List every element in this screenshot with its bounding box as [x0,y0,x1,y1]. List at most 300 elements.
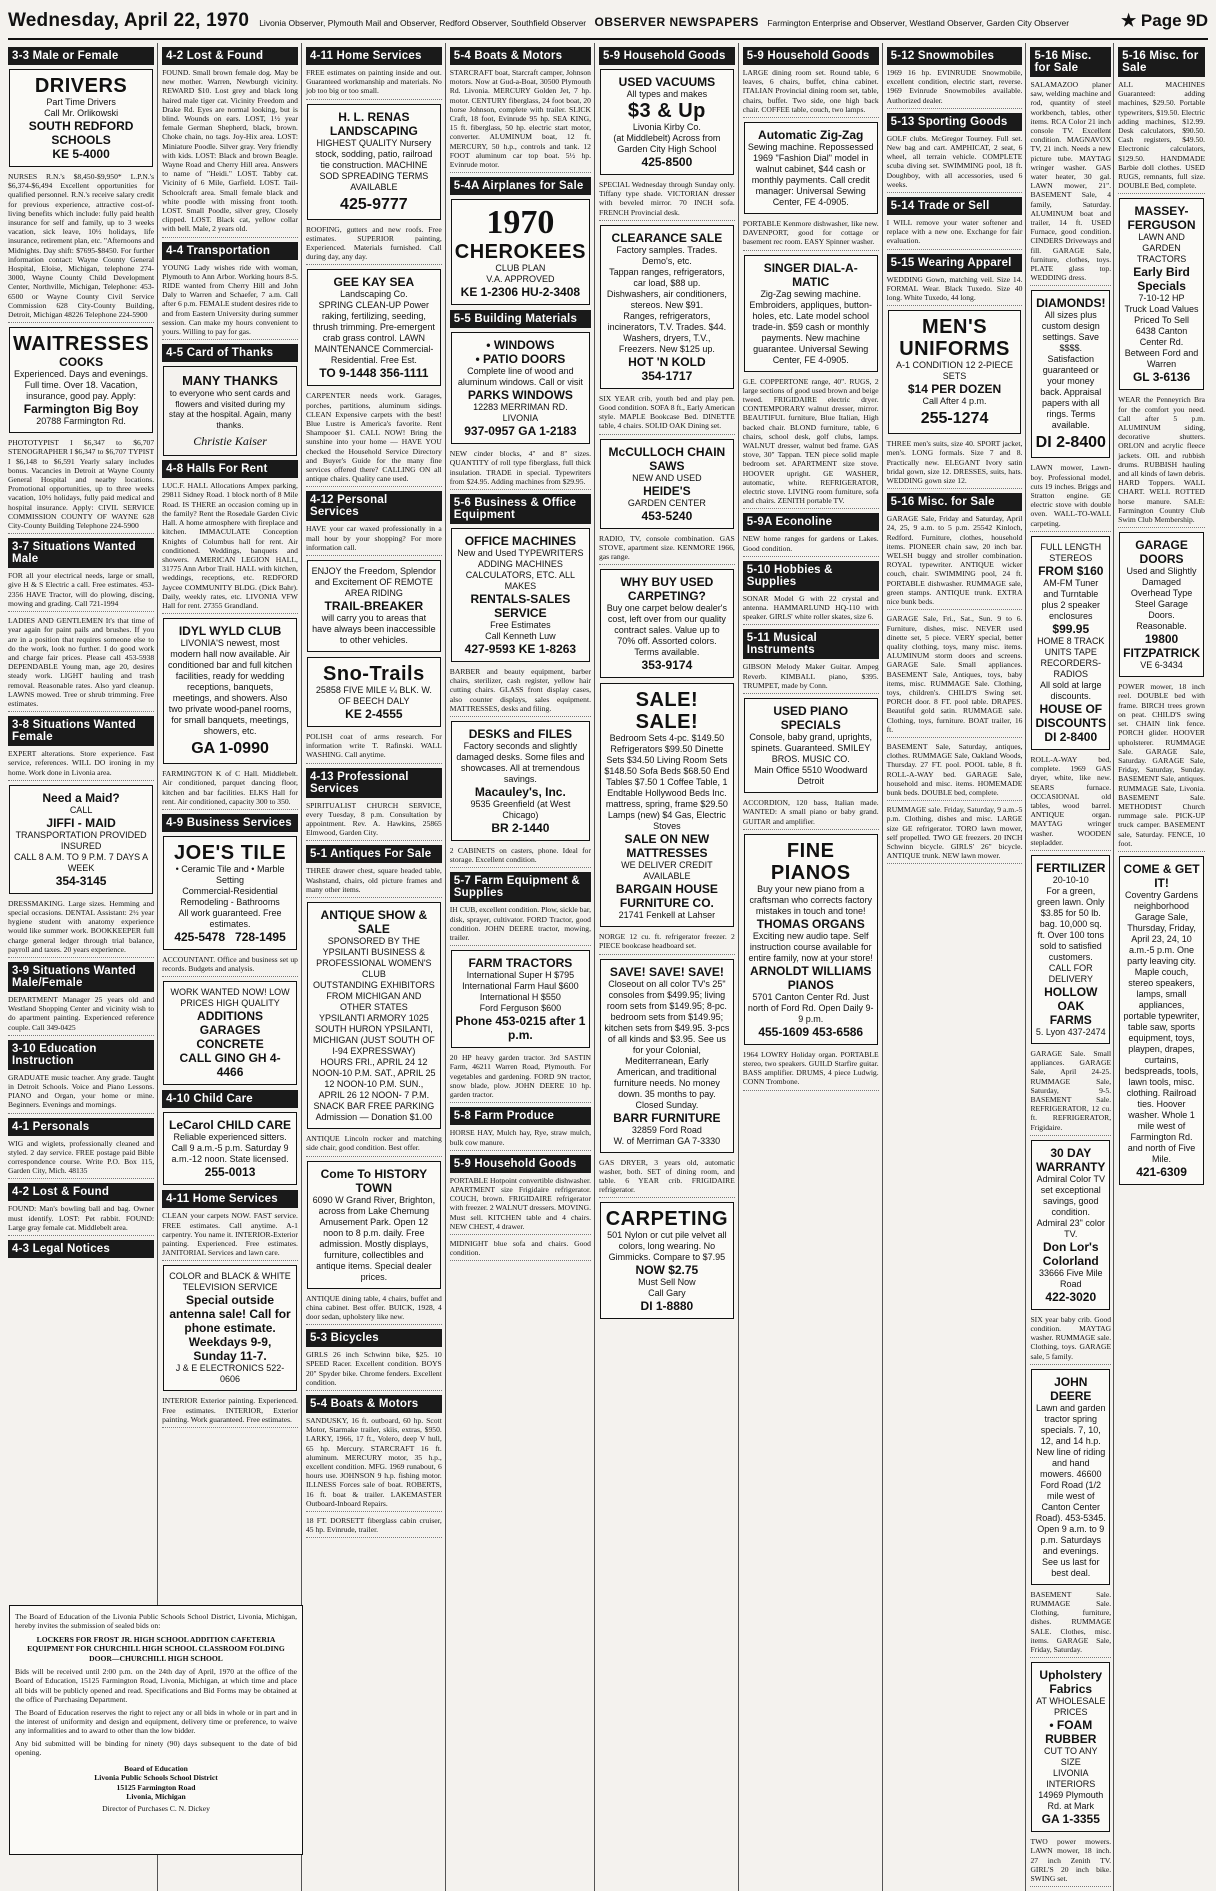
ad-line: • Ceramic Tile and • Marble Setting [175,863,285,885]
classified-ad: FARMINGTON K of C Hall. Middlebelt. Air conditioned, parquet dancing floor, kitchen and bar facilities. ELKS Hall for rent. Air conditioned, capacity 300 to 350. [162,769,298,810]
classified-ad: SONAR Model G with 22 crystal and antenna. HAMMARLUND HQ-110 with speaker. GIRLS' white roller skates, size 6. [743,594,879,626]
masthead [8,10,1208,40]
ad-line: Part Time Drivers [46,97,116,107]
classified-ad: ALL MACHINES Guaranteed: adding machines, $29.50. Portable typewriters, $19.50. Electric adding machines, $12.99. Desk calculators, $90.50. Cash registers, $49.50. Electronic calculators, $129.50. HANDMADE Barbie doll clothes. USED RUGS, remnants, full size. DOUBLE Bed, complete. [1118,80,1205,194]
ad-text: Complete line of wood and aluminum windows. Call or visit [457,366,583,388]
display-ad-singer [744,255,878,372]
ad-text: Exciting new audio tape. Self instruction course available for entire family, now at your store! [748,930,873,963]
thanks-text: to everyone who sent cards and flowers and visited during my stay at the hospital. Again, many thanks. [168,388,292,430]
section-header: 5-11 Musical Instruments [743,629,879,659]
column-4 [450,43,595,1891]
ad-text: Coventry Gardens neighborhood Garage Sale, Thursday, Friday, April 23, 24, 10 a.m.-5 p.m. One party leaving city. Maple couch, stereo speakers, lamps, small appliances, portable typewriter, table saw, sports equipment, toys, playpen, drapes, curtains, bedspreads, tools, lawn tools, misc. clothing. Railroad ties. Hoover washer. Whole 1 mile west of Farmington Rd. and north of Five Mile. [1123,889,1200,1164]
classified-ad: NURSES R.N.'s $8,450-$9,950* L.P.N.'s $6,374-$6,494 Excellent opportunities for qualified personnel. R.N.'s receive salary credit for previous experience, attractive cost-of-living benefits which include: fully paid health insurance for self and family, up to 3 weeks vacation, sick leave, 10½ holidays, life insurance, retirement plan, etc. "Afternoons and Midnights. Day shift: $7695-$8450. For further information contact: Wayne County General Hospital, Eloise, Michigan, telephone 274-3000, Wayne County Child Development Center, Northville, Michigan, Telephone: 453-6500 or Wayne County Civil Service Commission 628 City-County Building, Detroit, Michigan 48226 Telephone 224-5900 [8,172,154,323]
ad-name: Farmington Big Boy [23,402,139,417]
section-header: 5-4 Boats & Motors [306,1395,442,1413]
ad-name: LIVONIA INTERIORS [1046,1768,1096,1790]
ad-line: A-1 CONDITION 12 2-PIECE SETS [896,360,1014,382]
section-header: 5-12 Snowmobiles [887,47,1023,65]
ad-title: McCULLOCH CHAIN SAWS [608,444,726,473]
ad-headline: RENTALS-SALES SERVICE [470,592,571,621]
ad-title: FARM TRACTORS [468,956,573,971]
display-ad-parks-windows [451,332,590,444]
classified-ad: GIRLS 26 inch Schwinn bike, $25. 10 SPEED Racer. Excellent condition. BOYS 20" Spyder bike. Chrome fenders. Excellent condition. [306,1350,442,1391]
section-header: 5-16 Misc. for Sale [1030,47,1111,77]
display-ad-farm-tractors [451,950,590,1048]
ad-title: USED PIANO SPECIALS [773,704,849,733]
ad-text: Reliable experienced sitters. Call 9 a.m.-5 p.m. Saturday 9 a.m.-12 noon. State licensed. [171,1132,289,1165]
ad-name: HOLLOW OAK FARMS [1044,984,1098,1027]
ad-location: YPSILANTI ARMORY 1025 SOUTH HURON YPSILANTI, MICHIGAN (JUST SOUTH OF I-94 EXPRESSWAY) [312,1013,435,1057]
notice-items: LOCKERS FOR FROST JR. HIGH SCHOOL ADDITION CAFETERIA EQUIPMENT FOR CHURCHILL HIGH SCHOOL CLASSROOM FOLDING DOOR—CHURCHILL HIGH SCHOOL [27,1634,285,1663]
ad-address: 14969 Plymouth Rd. at Mark [1038,1790,1104,1812]
section-header: 5-13 Sporting Goods [887,113,1023,131]
ad-text: LIVONIA'S newest, most modern hall now available. Air conditioned bar and full kitchen facilities, ready for wedding receptions, banquets, meetings, and showers. Also two private wood-panel rooms, for small banquets, meetings, showers, etc. [168,638,293,737]
ad-line: All sold at large discounts. [1040,679,1102,701]
classified-ad: 18 FT. DORSETT fiberglass cabin cruiser, 45 hp. Evinrude, trailer. [306,1516,442,1538]
classified-ad: SPIRITUALIST CHURCH SERVICE, every Tuesday, 8 p.m. Consultation by appointment. Rev. A. Hawkins, 25865 Elmwood, Garden City. [306,801,442,842]
classified-ad: LUC.F. HALL Allocations Ampex parking, 29811 Sidney Road. 1 block north of 8 Mile Road. IS THERE an occasion coming up in the family? Rent the Rosedale Garden Civic Hall. A home atmosphere with fireplace and kitchen. IMMACULATE Conception Knights of Columbus hall for rent. Air conditioned. Weddings, banquets and showers. AMERICAN LEGION HALL, 31775 Ann Arbor Trail. HALL with kitchen, weddings, receptions, etc. REDFORD Jaycee COMMUNITY BLDG. (Dick Bahr). Daily, weekly rates, etc. LIVONIA VFW Hall for rent. 27355 Grandland. [162,481,298,614]
classified-ad: SALAMAZOO planer saw, welding machine and rod, quantity of steel workbench, tables, other items. RCA Color 21 inch console TV. Excellent condition. MAGNAVOX TV, 21 inch. Needs a new picture tube. MAYTAG wringer washer. GAS water heater, 30 gal. LAWN mower, 21". BASEMENT Sale, 4 family, Saturday. ALUMINUM boat and trailer, 14 ft. USED Furnace, good condition. CINDERS Driveways and fill. GARAGE Sale, furniture, clothes, toys. PLATE glass top. WEDDING dress. [1030,80,1111,286]
ad-text: will carry you to areas that have always been inaccessible to other vehicles. [312,613,436,646]
ad-title: H. L. RENAS LANDSCAPING [329,109,418,138]
ad-line: International Farm Haul $600 [462,981,579,992]
ad-title: Automatic Zig-Zag [758,128,864,143]
classified-ad: GRADUATE music teacher. Any grade. Taught in Detroit Schools. Voice and Piano Lessons. PIANO and Organ, your home or mine. Beginners. Evenings and mornings. [8,1073,154,1114]
notice-intro: The Board of Education of the Livonia Public Schools School District, Livonia, Michigan, hereby invites the submission of sealed bids on: [15,1612,297,1631]
classified-ad: HAVE your car waxed professionally in a mall hour by your shopping? For more information call. [306,524,442,556]
ad-title: WORK WANTED NOW! LOW PRICES HIGH QUALITY [170,987,290,1009]
ad-price: $14 PER DOZEN [907,382,1002,397]
ad-address: 33666 Five Mile Road [1039,1267,1103,1289]
notice-signature: Board of Education Livonia Public Schools School District 15125 Farmington Road Livonia, Michigan Director of Purchases C. N. Dickey [94,1763,218,1814]
classified-ad: PORTABLE Kenmore dishwasher, like new. DAVENPORT, good for cottage or basement rec room. EASY Spinner washer. [743,219,879,251]
ad-name: HOT 'N KOLD [628,354,706,369]
column-5 [599,43,739,1891]
section-header: 4-9 Business Services [162,814,298,832]
ad-phone: 427-9593 KE 1-8263 [464,642,577,657]
classified-ad: LARGE dining room set. Round table, 6 leaves, 6 chairs, buffet, china cabinet. ITALIAN Provincial dining room set, table, chairs, buffet. Two side, one high back chair. COFFEE table, couch, two lamps. [743,68,879,118]
ad-line: CALL FOR DELIVERY [1048,962,1093,984]
display-ad-stereos [1031,536,1110,750]
ad-headline: SALE ON NEW MATTRESSES [624,832,710,861]
ad-name: BARR FURNITURE [613,1110,721,1125]
brand-name: OBSERVER NEWSPAPERS [594,15,759,29]
ad-phone: 353-9174 [641,658,693,673]
column-8-left [1030,43,1114,1891]
ad-line: Tappan ranges, refrigerators, car load, $88 up. [609,266,725,288]
display-ad-john-deere [1031,1369,1110,1585]
display-ad-fertilizer [1031,855,1110,1044]
ad-phone: 425-9777 [340,195,408,213]
ad-text: For a green, green lawn. Only $3.85 for 50 lb. bag. 10,000 sq. ft. Over 100 tons sold to satisfied customers. [1037,885,1105,962]
display-ad-sale [600,683,734,927]
display-ad-fine-pianos [744,834,878,1045]
display-ad-clearance [600,225,734,389]
ad-price: FROM $160 [1038,563,1104,578]
classified-ad: HORSE HAY, Mulch hay, Rye, straw mulch, bulk cow manure. [450,1128,591,1150]
ad-line: CUT TO ANY SIZE [1044,1746,1098,1768]
section-header: 5-9 Household Goods [450,1155,591,1173]
ad-sponsor: SPONSORED BY THE YPSILANTI BUSINESS & PROFESSIONAL WOMEN'S CLUB [316,936,432,980]
ad-title: COLOR and BLACK & WHITE TELEVISION SERVICE [169,1271,291,1293]
ad-title: ANTIQUE SHOW & SALE [320,908,428,937]
ad-name: Don Lor's Colorland [1042,1239,1099,1268]
notice-body: Any bid submitted will be binding for ninety (90) days subsequent to the date of bid opening. [15,1738,297,1758]
ad-line: Experienced. Days and evenings. Full time. Over 18. Vacation, insurance, good pay. Apply: [14,369,149,402]
classified-ad: CLEAN your carpets NOW. FAST service. FREE estimates. Call anytime. A-1 carpentry. You name it. INTERIOR-Exterior painting. Experienced. Free estimates. JANITORIAL Services and lawn care. [162,1211,298,1261]
classified-ad: PORTABLE Hotpoint convertible dishwasher. APARTMENT size Frigidaire refrigerator. COUCH, brown. FRIGIDAIRE refrigerator with freezer. 2 WALNUT dressers. MOVING. Must sell. KITCHEN table and 4 chairs. NEW CHEST, 4 drawer. [450,1176,591,1235]
ad-phone: 255-0013 [204,1165,256,1180]
ad-line: International Super H $795 [466,970,575,981]
classified-ad: ROLL-A-WAY bed, complete. 1969 GAS dryer, white, like new. SEARS furnace. OCCASIONAL old tables, wood barrel. ANTIQUE organ. MAYTAG wringer washer. WOODEN stepladder. [1030,755,1111,851]
ad-phone: 425-5478 728-1495 [174,929,286,944]
issue-date: Wednesday, April 22, 1970 [8,10,250,31]
ad-phone: KE 2-4555 [345,707,403,722]
ad-subtitle: Landscaping Co. [340,289,408,300]
ad-title: DESKS and FILES [468,727,573,742]
ad-line: Call Gary [648,1288,686,1299]
ad-title: SALE! SALE! [635,689,699,734]
classified-ad: INTERIOR Exterior painting. Experienced. Free estimates. INTERIOR, Exterior painting. Work guaranteed. Free estimates. [162,1396,298,1428]
display-ad-lecarol [163,1112,297,1185]
ad-name: HOUSE OF DISCOUNTS [1035,701,1107,730]
section-header: 5-16 Misc. for Sale [1118,47,1205,77]
display-ad-zig-zag [744,122,878,214]
ad-title: Need a Maid? [42,790,120,805]
classified-ad: ROOFING, gutters and new roofs. Free estimates. SUPERIOR painting, Experienced. Materials furnished. Call during day, any day. [306,225,442,266]
display-ad-idyl-wyld [163,618,297,764]
ad-line: CALL [69,804,93,815]
ad-title: 30 DAY WARRANTY [1036,1145,1106,1174]
ad-title: CARPETING [605,1208,729,1231]
ad-address: Main Office 5510 Woodward Detroit [754,765,868,787]
section-header: 4-2 Lost & Found [8,1183,154,1201]
display-ad-tv-service [163,1265,297,1391]
display-ad-mens-uniforms [888,310,1022,434]
ad-name: Livonia Kirby Co. [632,122,701,132]
section-header: 5-1 Antiques For Sale [306,845,442,863]
classified-ad: IH CUB, excellent condition. Plow, sickle bar, disk, sprayer, cultivator. FORD Tractor, good condition. JOHN DEERE tractor, mowing, trailer. [450,905,591,946]
credits-right: Farmington Enterprise and Observer, Westland Observer, Garden City Observer [767,18,1070,28]
ad-text: Factory seconds and slightly damaged desks. Some files and showcases. All at tremendous savings. [456,741,585,785]
ad-text: Lawn and garden tractor spring specials. 7, 10, 12, and 14 h.p. New line of riding and hand mowers. 46600 Ford Road (1/2 mile west of Canton Center Road). 453-5345. Open 9 a.m. to 9 p.m. Saturdays and evenings. See us last for best deal. [1035,1402,1106,1578]
ad-line: Commercial-Residential Remodeling - Bathrooms [180,885,280,907]
section-header: 4-3 Legal Notices [8,1240,154,1258]
ad-text: Admiral Color TV set exceptional savings, good condition. Admiral 23" color TV. [1036,1173,1105,1239]
ad-phone: W. of Merriman GA 7-3330 [613,1135,721,1146]
ad-phone: TO 9-1448 356-1111 [319,366,429,381]
ad-line: Priced To Sell [1134,315,1189,326]
classified-ad: NORGE 12 cu. ft. refrigerator freezer. 2 PIECE bookcase headboard set. [599,932,735,954]
ad-title: JOHN DEERE [1050,1374,1092,1403]
ad-price: $3 & Up [627,100,706,122]
ad-line: Ford Ferguson $600 [479,1003,562,1014]
ad-title: TRAIL-BREAKER [324,599,424,614]
section-header: 4-12 Personal Services [306,491,442,521]
ad-text: Sewing machine. Repossessed 1969 "Fashion Dial" model in walnut cabinet, $44 cash or monthly payments. Call credit manager: Universal Sewing Center, FE 4-0905. [747,142,874,208]
section-header: 3-7 Situations Wanted Male [8,538,154,568]
ad-title: GEE KAY SEA [333,275,415,290]
classified-ad: RADIO, TV, console combination. GAS STOVE, apartment size. KENMORE 1966, gas range. [599,534,735,566]
ad-text: AM-FM Tuner and Turntable plus 2 speaker enclosures [1041,577,1101,621]
ad-line: COOKS [59,355,104,370]
column-3 [306,43,446,1891]
section-header: 4-2 Lost & Found [162,47,298,65]
ad-line: Call Mr. Orlikowski [44,108,119,118]
ad-address: 19800 FITZPATRICK [1123,632,1200,661]
classified-ad: 1964 LOWRY Holiday organ. PORTABLE stereo, two speakers. GUILD Starfire guitar. BASS amplifier. DRUMS, 4 piece Ludwig. CONN Trombone. [743,1050,879,1091]
section-header: 5-9A Econoline [743,513,879,531]
section-header: 5-5 Building Materials [450,310,591,328]
ad-title: SINGER DIAL-A-MATIC [763,260,858,289]
ad-text: Buy your new piano from a craftsman who corrects factory mistakes in touch and tone! [749,883,872,916]
ad-title: JOE'S TILE [174,841,287,864]
column-8-right [1118,43,1205,1891]
classified-columns [8,43,1208,1883]
classified-ad: SIX YEAR crib, youth bed and play pen. Good condition. SOFA 8 ft., Early American style. MAPLE Bookcase Bed. DINETTE table, 4 chairs. SOLID OAK Dining set. [599,394,735,435]
ad-headline: THOMAS ORGANS [756,916,865,931]
ad-line: AT WHOLESALE PRICES [1036,1696,1106,1718]
section-header: 5-8 Farm Produce [450,1107,591,1125]
ad-phone: 422-3020 [1045,1289,1097,1304]
ad-phone: KE 5-4000 [52,147,110,161]
classified-ad: SANDUSKY, 16 ft. outboard, 60 hp. Scott Motor, Starmake trailer, skiis, extras, $950. LARKY, 1966, 17 ft., Volero, deep V hull, 65 hp. Mercury. STARCRAFT 16 ft. aluminum. MERCURY motor, 35 h.p., excellent condition. MFG. 1969 runabout, 6 hours use. JOHNSON 9 h.p. fishing motor. ILLNESS Forces sale of boat. ROBERTS, 16 ft. boat & trailer. LAKEMASTER Outboard-Inboard Repairs. [306,1416,442,1512]
section-header: 5-6 Business & Office Equipment [450,494,591,524]
display-ad-renas [307,104,441,220]
classified-ad: PHOTOTYPIST I $6,347 to $6,707 STENOGRAPHER I $6,347 to $6,707 TYPIST I $6,148 to $6,591 Yearly salary includes bonus. Vacancies in Detroit at Wayne County General Hospital and nearby locations. Promotional opportunities, up to three weeks vacation, 10½ holidays, fully paid medical and hospital insurance. Apply: CIVIL SERVICE COMMISSION COUNTY OF WAYNE 628 City-County Building Telephone 224-5900 [8,438,154,534]
card-of-thanks [163,366,297,456]
display-ad-mcculloch [600,439,734,529]
page-number: ★ Page 9D [1120,11,1208,30]
ad-title: MEN'S UNIFORMS [899,316,1010,361]
classified-ad: POWER mower, 18 inch reel. DOUBLE bed with frame. BIRCH trees grown on peat. CHILD'S swing set. CHAIN link fence. PORCH glider. HOOVER upholsterer. RUMMAGE Sale. GARAGE Sale, Saturday. GARAGE Sale, Friday, Saturday, Sunday. BASEMENT Sale, antiques. RUMMAGE Sale, Livonia. BASEMENT Sale. METHODIST Church rummage sale. PICK-UP truck camper. BASEMENT sale, Saturday. FENCE, 10 foot. [1118,682,1205,852]
ad-address: 32859 Ford Road [631,1124,702,1135]
ad-phone: J & E ELECTRONICS 522-0606 [175,1363,285,1385]
ad-intro: ENJOY the Freedom, Splendor and Excitement OF REMOTE AREA RIDING [311,566,437,599]
section-header: 5-9 Household Goods [599,47,735,65]
display-ad-history-town [307,1161,441,1289]
section-header: 5-4 Boats & Motors [450,47,591,65]
ad-address: 25858 FIVE MILE ¼ BLK. W. OF BEECH DALY [315,685,432,707]
ad-phone: CALL GINO GH 4-4466 [179,1051,281,1080]
section-header: 3-8 Situations Wanted Female [8,716,154,746]
ad-text: Used and Slightly Damaged Overhead Type Steel Garage Doors. Reasonable. [1126,566,1197,632]
ad-title: GARAGE DOORS [1135,538,1188,567]
classified-ad: THREE drawer chest, square headed table, Washstand, chairs, old picture frames and many other items. [306,866,442,898]
column-7 [887,43,1027,1891]
ad-title: LeCarol CHILD CARE [169,1118,292,1133]
ad-name: BARGAIN HOUSE FURNITURE CO. [615,882,718,911]
classified-ad: BASEMENT Sale, Saturday, antiques, clothes. RUMMAGE Sale, Oakland Woods, Thursday. 27 FT. pool. POOL table, 8 ft. ROLL-A-WAY bed. GARAGE Sale, household and misc. items. HOMEMADE bunk beds. DOUBLE bed, complete. [887,742,1023,801]
display-ad-drivers [9,69,153,167]
ad-line: Factory samples. Trades. Demo's, etc. [616,244,718,266]
ad-title: OFFICE MACHINES [464,534,577,549]
ad-phone: BR 2-1440 [491,821,550,836]
ad-title: FULL LENGTH STEREOS [1040,541,1102,563]
display-ad-cherokees [451,199,590,305]
ad-address: 20788 Farmington Rd. [36,416,126,427]
ad-line: NEW AND USED [632,472,702,483]
ad-line: Must Sell Now [638,1277,696,1288]
display-ad-diamonds [1031,290,1110,458]
ad-title: Sno-Trails [323,663,425,686]
ad-line: International H $550 [479,992,561,1003]
classified-ad: 1969 16 hp. EVINRUDE Snowmobile, excellent condition, electric start, reverse. 1969 Evinrude Snowmobiles available. Authorized dealer. [887,68,1023,109]
section-header: 5-15 Wearing Apparel [887,254,1023,272]
column-6 [743,43,883,1891]
classified-ad: FREE estimates on painting inside and out. Guaranteed workmanship and materials. No job too big or too small. [306,68,442,100]
section-header: 4-11 Home Services [306,47,442,65]
classified-ad: TWO power mowers. LAWN mower, 18 inch. 27 inch Zenith TV. GIRL'S 20 inch bike. SWING set. [1030,1837,1111,1887]
ad-line: • PATIO DOORS [475,352,566,367]
ad-title: CHEROKEES [454,241,586,264]
ad-line: V.A. APPROVED [486,274,555,285]
thanks-title: MANY THANKS [182,373,278,389]
display-ad-maid [9,785,153,894]
thanks-signature: Christie Kaiser [193,434,267,449]
classified-ad: WEAR the Penneyrich Bra for the comfort you need. Call after 5 p.m. ALUMINUM siding, decorative shutters. ORLON and acrylic fleece jackets. OIL and rubbish drums. RUBBISH hauling and all kinds of lawn debris. HARD Toppers. WALL CHART. WELL ROTTED horse manure. SALE: Farmington Country Club Swim Club Membership. [1118,395,1205,528]
ad-line: CALL 8 A.M. TO 9 P.M. 7 DAYS A WEEK [14,851,149,873]
ad-line: HOME 8 TRACK UNITS TAPE RECORDERS-RADIOS [1037,635,1105,679]
display-ad-joes-tile [163,836,297,950]
ad-name: JIFFI - MAID [46,815,116,830]
ad-title: MASSEY-FERGUSON [1127,204,1196,233]
ad-title: IDYL WYLD CLUB [178,624,282,639]
legal-notice-box [9,1605,303,1855]
section-header: 4-13 Professional Services [306,768,442,798]
ad-title: Upholstery Fabrics [1039,1668,1103,1697]
ad-text: Closeout on all color TV's 25" consoles from $499.95; living room sets from $149.95; 8-pc. bedroom sets from $149.95; kitchen sets from $49.95. 3-pcs of all kinds and $3.95. See us for your Colonial, Mediterranean, Early American, and traditional furniture needs. No money down. 35 months to pay. Closed Sunday. [604,978,730,1110]
classified-ad: WIG and wiglets, professionally cleaned and styled. 2 day service. FREE postage paid Bible correspondence course. Write P.O. Box 115, Garden City, Mich. 48135 [8,1139,154,1180]
classified-ad: DEPARTMENT Manager 25 years old and Westland Shopping Center and vicinity wish to do apartment painting. Experienced reference couple. Call 349-0425 [8,995,154,1036]
classified-ad: SIX year baby crib. Good condition. MAYTAG washer. RUMMAGE sale. Clothing, toys. GARAGE sale, 5 family. [1030,1315,1111,1365]
ad-phone: 354-1717 [641,368,693,383]
display-ad-used-vacuums [600,69,734,175]
ad-name: Macauley's, Inc. [474,785,566,800]
ad-address: (at Middlebelt) Across from Garden City High School [613,133,721,154]
display-ad-office-machines [451,528,590,662]
classified-ad: BASEMENT Sale. RUMMAGE Sale. Clothing, furniture, dishes. RUMMAGE SALE. Clothes, misc. items. GARAGE Sale, Friday, Saturday. [1030,1590,1111,1658]
ad-title: CLEARANCE SALE [611,230,723,245]
notice-body: The Board of Education reserves the right to reject any or all bids in whole or in part and in the interest of uniformity and design and equipment, delivery time or preference, to waive any informalities and to award to other than the low bidder. [15,1707,297,1736]
section-header: 4-10 Child Care [162,1090,298,1108]
ad-price: $99.95 [1052,621,1090,636]
ad-grade: 20-10-10 [1052,874,1089,885]
ad-name: PARKS WINDOWS [467,388,573,403]
ad-title: COME & GET IT! [1123,861,1200,890]
display-ad-carpeting [600,1202,734,1319]
display-ad-trail-breaker [307,560,441,652]
classified-ad: LADIES AND GENTLEMEN It's that time of year again for paint pails and brushes. If you are in a position that requires someone else to do the work, look no further. I do good work and charge fair prices. Please call 453-5938 DEPENDABLE Young man, age 20, desires steady work. LIGHT hauling and trash removal. Reasonable rates. Also yard cleanup. LAWNS mowed. Tree or shrub trimming. Free estimates. [8,616,154,712]
section-header: 5-7 Farm Equipment & Supplies [450,872,591,902]
display-ad-antique-show [307,902,441,1129]
classified-ad: GAS DRYER, 3 years old, automatic washer, both. SET of dining room, and table. 6 YEAR crib. FRIGIDAIRE refrigerator. [599,1158,735,1199]
ad-year: 1970 [486,204,555,242]
ad-line: All work guaranteed. Free estimates. [178,907,282,929]
ad-address: 21741 Fenkell at Lahser [618,910,716,921]
ad-title: SAVE! SAVE! SAVE! [609,964,724,979]
ad-title: FERTILIZER [1036,860,1106,875]
section-header: 5-14 Trade or Sell [887,197,1023,215]
ad-title: USED VACUUMS [618,75,716,89]
ad-phone: GA 1-3355 [1041,1812,1100,1827]
ad-line: Ranges, refrigerators, incinerators, T.V. Trades. $44. [607,310,727,332]
ad-phone: 5. Lyon 437-2474 [1035,1026,1106,1037]
classified-ad: NEW cinder blocks, 4" and 8" sizes. QUANTITY of roll type fiberglass, full thick insulation. TRADE in special. Typewriters from $24.95. Adding machines from $29.95. [450,449,591,490]
classified-ad: THREE men's suits, size 40. SPORT jacket, men's. LONG formals. Size 7 and 8. Practically new. ELEGANT Ivory satin bridal gown, size 12. DRESSES, suits, hats. WEDDING gown size 12. [887,439,1023,489]
classified-ad: FOUND. Small brown female dog. May be new mother. Warren, Newburgh vicinity. REWARD $10. Lost grey and black long haired male tiger cat. Vicinity Freedom and Drake Rd. Eyes are normal looking, but is blind. Wounds on ears. LOST, 1½ year female German Shepherd, black, brown. Choke chain, no tags. Joy-Hix area. LOST: Miniature Poodle. Silver gray. Very friendly with kids. LOST: Black and brown Beagle. Wayne Road and Cherry Hill area. Answers to name of "Heidi." LOST. Tabby cat. Vicinity of 6 Mile, Garfield. LOST. Tail-Schoolcraft area. Small female black and white poodle with missing front tooth. LOST. Small Poodle, silver grey, Closely clipped. LOST. Black cat, yellow collar with bell. Male, 2 years old. [162,68,298,238]
ad-line: WE DELIVER CREDIT AVAILABLE [621,860,713,882]
ad-title: DRIVERS [34,75,128,97]
classified-ad: NEW home ranges for gardens or Lakes. Good condition. [743,534,879,556]
ad-phone: KE 1-2306 HU-2-3408 [460,285,581,300]
ad-line: All types and makes [626,89,708,99]
section-header: 5-3 Bicycles [306,1329,442,1347]
section-header: 4-11 Home Services [162,1190,298,1208]
classified-ad: YOUNG Lady wishes ride with woman, Plymouth to Ann Arbor. Working hours 8-5. RIDE wanted from Cherry Hill and John Daly to Warren and Schaefer, 7 a.m. Call after 6 p.m. FEMALE student desires ride to and from Eastern University during summer session. Can make my hours convenient to yours. Willing to pay for gas. [162,263,298,341]
display-ad-upholstery [1031,1662,1110,1832]
display-ad-waitresses [9,327,153,433]
ad-phone: DI 1-8880 [640,1299,694,1314]
ad-phone: DI 2-8400 [1044,729,1098,744]
ad-title: WHY BUY USED CARPETING? [620,575,714,604]
section-header: 5-16 Misc. for Sale [887,493,1023,511]
classified-ad: 20 HP heavy garden tractor. 3rd SASTIN Farm, 46211 Warren Road, Plymouth. For vegetables and gardening. FORD 9N tractor, snow blade, plow. JOHN DEERE 10 hp. garden tractor. [450,1053,591,1103]
classified-ad: I WILL remove your water softener and replace with a new one. Exchange for fair evaluation. [887,218,1023,250]
ad-line: Washers, dryers, T.V., Freezers. New $125 up. [618,332,715,354]
classified-ad: GARAGE Sale, Fri., Sat., Sun. 9 to 6. Furniture, dishes, misc. NEVER used dinette set, 5 piece. VERY special, better quality clothing, toys, many misc. items. ALUMINUM storm doors and screens. GARAGE Sale. Small appliances. BASEMENT Sale, Antiques, toys, baby items, misc. RUMMAGE Sale. Clothing, toys, children's. CHILD'S Swing set. PORCH door. 8 FT. pool table. DRAPES. Beautiful gold satin. RUMMAGE sale. Clothing, toys, furniture. BOAT trailer, 16 ft. [887,614,1023,738]
classified-ad: EXPERT alterations. Store experience. Fast service, references. WILL DO ironing in my home. Work done in Livonia area. [8,749,154,781]
classified-ad: ANTIQUE dining table, 4 chairs, buffet and china cabinet. Best offer. BUICK, 1928, 4 door sedan, upholstery like new. [306,1294,442,1326]
classified-ad: DRESSMAKING. Large sizes. Hemming and special occasions. DENTAL Assistant: 2½ year hygiene student with anatomy experience would like summer work. BOOKKEEPER full charge general ledger through trial balance, payroll and taxes. 20 years experience. [8,899,154,958]
classified-ad: STARCRAFT boat, Starcraft camper, Johnson motors. Now at Gud-a-Boat, 30500 Plymouth Rd. Livonia. MERCURY Golden Jet, 7 hp. motor. CENTURY fiberglass, 24 foot boat, 20 horse Johnson, complete with trailer. SLICK Craft, 18 foot, Evinrude 95 hp. SEA KING, 15 ft. fiberglass, 50 hp. electric start motor, converter. ALUMINUM boat, 12 ft. MERCURY, 50 h.p., controls and tank. 12 FOOT aluminum car top boat. 5½ hp. Evinrude motor. [450,68,591,173]
classified-ad: POLISH coat of arms research. For information write T. Rafinski. WALL WASHING. Call anytime. [306,732,442,764]
ad-line: Call After 4 p.m. [922,396,987,407]
section-header: 4-1 Personals [8,1118,154,1136]
section-header: 3-9 Situations Wanted Male/Female [8,962,154,992]
classified-ad: RUMMAGE sale. Friday, Saturday, 9 a.m.-5 p.m. Clothing, dishes and misc. LARGE size GE refrigerator. TORO lawn mower, self propelled. TWO GE freezers. 20 INCH Schwinn bicycle. GIRLS' 26" bicycle. ANTIQUE trunk. NEW lawn mower. [887,805,1023,864]
section-header: 3-3 Male or Female [8,47,154,65]
ad-line: GARDEN CENTER [627,497,706,508]
classified-ad: ACCOUNTANT. Office and business set up records. Budgets and analysis. [162,955,298,977]
display-ad-gee-kay-sea [307,269,441,386]
ad-line: • WINDOWS [486,338,555,353]
classified-ad: GARAGE Sale. Small appliances. GARAGE Sale, April 24-25. RUMMAGE Sale, Saturday, 9-5. BASEMENT Sale. REFRIGERATOR, 12 cu. ft. REFRIGERATOR, Frigidaire. [1030,1049,1111,1136]
ad-exhibitors: OUTSTANDING EXHIBITORS FROM MICHIGAN AND OTHER STATES [313,980,435,1013]
ad-phone: 937-0957 GA 1-2183 [464,424,577,439]
column-8 [1030,43,1208,1891]
classified-ad: 2 CABINETS on casters, phone. Ideal for storage. Excellent condition. [450,846,591,868]
classified-ad: FOR all your electrical needs, large or small, give H & S Electric a call. Free estimates. 453-2356 HAVE Tractor, will do plowing, discing, mowing and grading. Call 721-1994 [8,571,154,612]
ad-line: Free Estimates [490,620,551,631]
ad-title: DIAMONDS! [1036,296,1106,311]
classified-ad: G.E. COPPERTONE range, 40". RUGS, 2 large sections of good used brown and beige tweed. FRIGIDAIRE electric dryer. CONTEMPORARY walnut dresser, mirror. BEAUTIFUL furniture, Blue Italian, High backed chair. BLOND furniture, table, 6 chairs, school desk, golf clubs, lamps. WALNUT dresser, walnut bed frame. GAS stove, 30" Tappan. TEN piece solid maple bedroom set. APARTMENT size stove. HOOVER upright. GE WASHER, automatic, white. REFRIGERATOR, electric stove. LIVING room furniture, sofa and chairs. ZENITH portable TV. [743,377,879,510]
ad-text: Console, baby grand, uprights, spinets. Guaranteed. SMILEY BROS. MUSIC CO. [749,732,872,765]
section-header: 5-10 Hobbies & Supplies [743,561,879,591]
ad-address: 9535 Greenfield (at West Chicago) [470,799,571,821]
display-ad-additions [163,981,297,1085]
ad-title: FINE PIANOS [770,839,851,884]
ad-address: 5701 Canton Center Rd. Just north of Ford Rd. Open Daily 9-9 p.m. [747,991,874,1024]
display-ad-desks-files [451,721,590,841]
ad-headline: ADDITIONS GARAGES CONCRETE [196,1009,264,1052]
ad-headline: • FOAM RUBBER [1045,1718,1097,1747]
ad-address: 12283 MERRIMAN RD. LIVONIA [473,402,568,424]
display-ad-barr-furniture [600,959,734,1153]
ad-line: CLUB PLAN [495,263,546,274]
section-header: 4-8 Halls For Rent [162,460,298,478]
ad-line: LAWN AND GARDEN TRACTORS [1136,232,1187,265]
